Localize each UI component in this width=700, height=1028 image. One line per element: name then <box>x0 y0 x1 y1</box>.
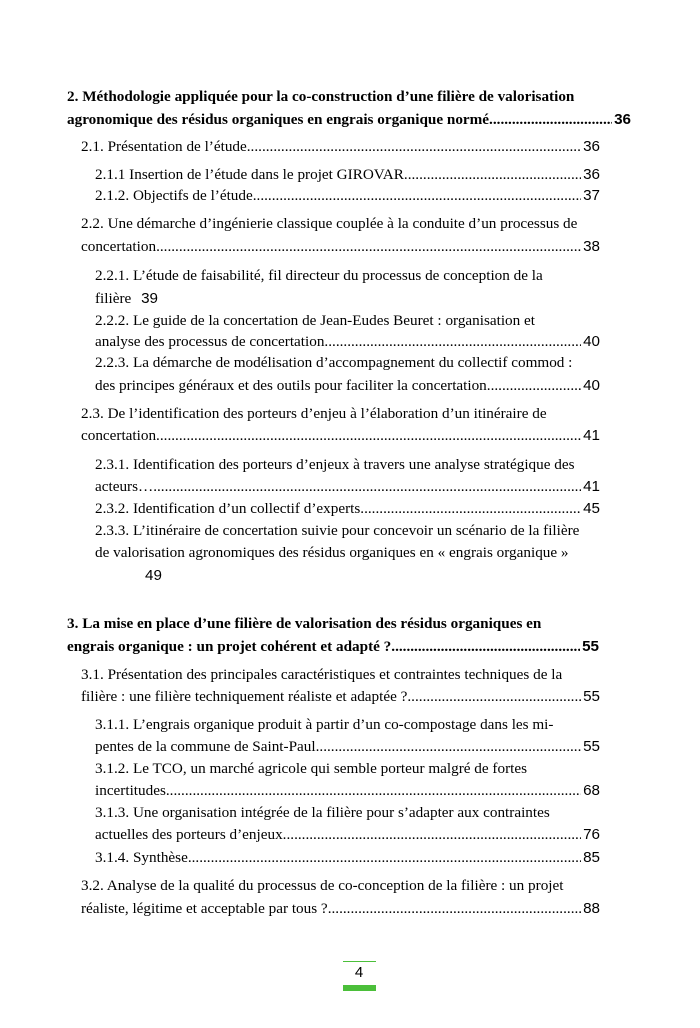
toc-entry-2-3[interactable] <box>81 426 600 446</box>
page-number: 4 <box>354 964 364 981</box>
toc-page-number: 88 <box>583 900 600 917</box>
toc-entry-2-2-3[interactable] <box>95 376 600 396</box>
toc-entry-3-1-1[interactable] <box>95 737 600 757</box>
toc-entry-2-3-3-line2: de valorisation agronomiques des résidus organiques en « engrais organique » <box>95 544 569 561</box>
page-number-rule <box>343 961 376 962</box>
toc-entry-2-3-1[interactable] <box>95 477 600 497</box>
toc-page-number: 40 <box>583 333 600 350</box>
toc-entry-2-3-line1: 2.3. De l’identification des porteurs d’enjeu à l’élaboration d’un itinéraire de <box>81 405 547 422</box>
toc-entry-2-3-3-line1: 2.3.3. L’itinéraire de concertation suivie pour concevoir un scénario de la filière <box>95 522 580 539</box>
toc-entry-2-2-3-line1: 2.2.3. La démarche de modélisation d’accompagnement du collectif commod : <box>95 354 573 371</box>
toc-entry-text: 2.1.2. Objectifs de l’étude <box>95 187 253 204</box>
toc-entry-text: engrais organique : un projet cohérent et adapté ? <box>67 638 392 655</box>
toc-entry-2-2-1[interactable] <box>95 289 158 309</box>
toc-leader <box>188 848 581 868</box>
toc-entry-text: acteurs… <box>95 478 154 495</box>
toc-entry-text: 2.1.1 Insertion de l’étude dans le projet GIROVAR <box>95 166 404 183</box>
toc-leader <box>247 137 581 157</box>
toc-leader <box>160 426 581 446</box>
toc-page-number: 36 <box>583 138 600 155</box>
toc-page-number: 38 <box>583 238 600 255</box>
toc-leader <box>407 687 581 707</box>
toc-leader <box>166 781 581 801</box>
toc-entry-text: filière : une filière techniquement réaliste et adaptée ? <box>81 688 408 705</box>
toc-heading-2-line2[interactable] <box>67 110 631 130</box>
toc-entry-2-2-2-line1: 2.2.2. Le guide de la concertation de Jean-Eudes Beuret : organisation et <box>95 312 536 329</box>
toc-entry-text: 3.1.4. Synthèse <box>95 849 188 866</box>
toc-page-number: 39 <box>141 290 158 307</box>
toc-page-number: 41 <box>583 478 600 495</box>
toc-entry-text: actuelles des porteurs d’enjeux <box>95 826 283 843</box>
toc-page-number: 85 <box>583 849 600 866</box>
toc-page-number: 45 <box>583 500 600 517</box>
toc-entry-text: des principes généraux et des outils pour faciliter la concertation <box>95 377 487 394</box>
toc-heading-2-line1: 2. Méthodologie appliquée pour la co-construction d’une filière de valorisation <box>67 88 575 105</box>
toc-entry-2-2-2[interactable] <box>95 332 600 352</box>
toc-entry-text: 2.3.2. Identification d’un collectif d’experts <box>95 500 361 517</box>
toc-page-number: 40 <box>583 377 600 394</box>
toc-entry-3-2-line1: 3.2. Analyse de la qualité du processus de co-conception de la filière : un projet <box>81 877 564 894</box>
toc-leader <box>316 737 582 757</box>
toc-leader <box>391 637 580 657</box>
toc-entry-text: 2.1. Présentation de l’étude <box>81 138 247 155</box>
toc-leader <box>404 165 581 185</box>
toc-page-number: 36 <box>583 166 600 183</box>
toc-entry-3-1-3[interactable] <box>95 825 600 845</box>
toc-leader <box>487 376 581 396</box>
toc-entry-3-1-4[interactable] <box>95 848 600 868</box>
toc-leader <box>156 237 581 257</box>
toc-page-number: 55 <box>583 688 600 705</box>
page-number-accent-bar <box>343 985 376 991</box>
toc-entry-3-1-3-line1: 3.1.3. Une organisation intégrée de la filière pour s’adapter aux contraintes <box>95 804 550 821</box>
toc-entry-2-3-1-line1: 2.3.1. Identification des porteurs d’enjeux à travers une analyse stratégique des <box>95 456 575 473</box>
toc-heading-3-line2[interactable] <box>67 637 599 657</box>
toc-entry-3-2[interactable] <box>81 899 600 919</box>
toc-leader <box>360 499 581 519</box>
toc-page-number: 41 <box>583 427 600 444</box>
toc-entry-text: concertation. <box>81 427 160 444</box>
toc-leader <box>489 110 612 130</box>
toc-entry-3-1-2[interactable] <box>95 781 600 801</box>
toc-page-number: 37 <box>583 187 600 204</box>
toc-entry-2-2[interactable] <box>81 237 600 257</box>
toc-entry-3-1-line1: 3.1. Présentation des principales caractéristiques et contraintes techniques de la <box>81 666 563 683</box>
toc-page-number: 55 <box>582 638 599 655</box>
toc-page-number: 36 <box>614 111 631 128</box>
toc-entry-2-2-line1: 2.2. Une démarche d’ingénierie classique couplée à la conduite d’un processus de <box>81 215 578 232</box>
toc-leader <box>328 899 581 919</box>
toc-entry-2-1-1[interactable] <box>95 165 600 185</box>
toc-entry-text: pentes de la commune de Saint-Paul <box>95 738 316 755</box>
toc-entry-text: incertitudes <box>95 782 166 799</box>
toc-entry-text: réaliste, légitime et acceptable par tous ? <box>81 900 328 917</box>
toc-entry-3-1-2-line1: 3.1.2. Le TCO, un marché agricole qui semble porteur malgré de fortes <box>95 760 527 777</box>
toc-page-number: 55 <box>583 738 600 755</box>
toc-entry-2-1[interactable] <box>81 137 600 157</box>
toc-entry-2-3-3-page[interactable]: 49 <box>145 567 162 584</box>
toc-entry-text: agronomique des résidus organiques en engrais organique normé <box>67 111 490 128</box>
toc-entry-text: filière <box>95 290 132 307</box>
toc-page-number: 76 <box>583 826 600 843</box>
toc-page-number: 68 <box>583 782 600 799</box>
toc-leader <box>253 186 581 206</box>
toc-entry-3-1-1-line1: 3.1.1. L’engrais organique produit à partir d’un co-compostage dans les mi- <box>95 716 554 733</box>
toc-entry-text: analyse des processus de concertation <box>95 333 325 350</box>
toc-entry-2-2-1-line1: 2.2.1. L’étude de faisabilité, fil directeur du processus de conception de la <box>95 267 543 284</box>
toc-entry-2-3-2[interactable] <box>95 499 600 519</box>
toc-leader <box>283 825 581 845</box>
toc-entry-3-1[interactable] <box>81 687 600 707</box>
toc-leader <box>153 477 581 497</box>
toc-leader <box>324 332 581 352</box>
toc-entry-text: concertation <box>81 238 157 255</box>
toc-entry-2-1-2[interactable] <box>95 186 600 206</box>
toc-heading-3-line1: 3. La mise en place d’une filière de valorisation des résidus organiques en <box>67 615 542 632</box>
